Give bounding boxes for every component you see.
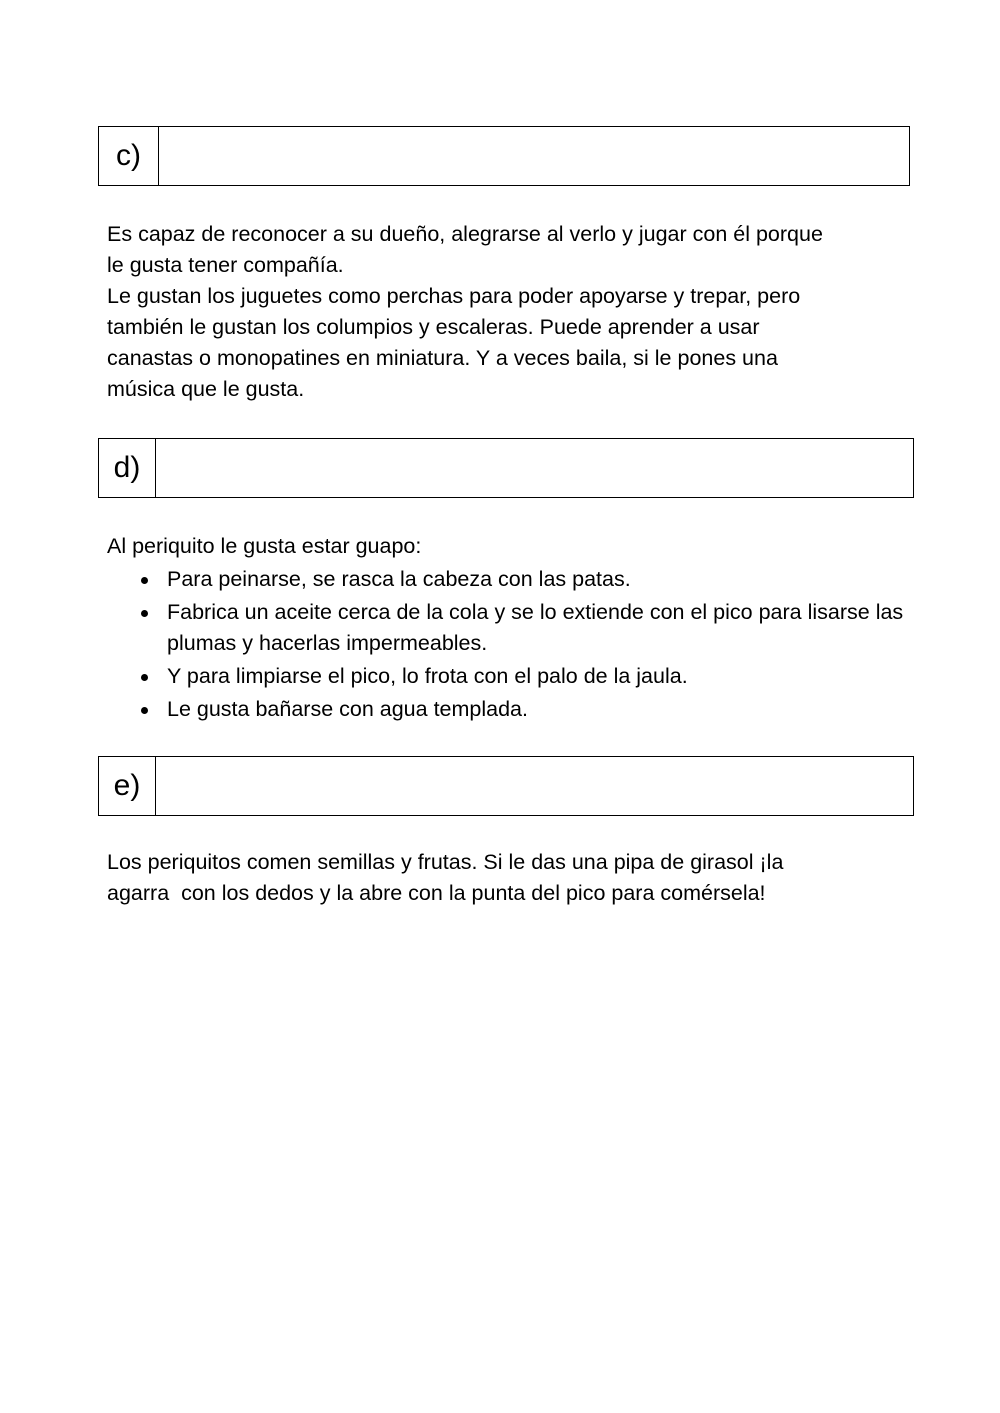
bullet-list (107, 564, 907, 725)
box-label-e: e) (99, 757, 156, 815)
bullet-dot-icon (141, 674, 148, 681)
bullet-dot-icon (141, 707, 148, 714)
answer-box-e (98, 756, 914, 816)
paragraph-d (107, 531, 907, 727)
box-label-d: d) (99, 439, 156, 497)
answer-input-d[interactable] (156, 439, 913, 497)
paragraph-line: Es capaz de reconocer a su dueño, alegrarse al verlo y jugar con él porque (107, 222, 823, 246)
bullet-dot-icon (141, 610, 148, 617)
paragraph-e (107, 847, 907, 909)
paragraph-line: música que le gusta. (107, 377, 305, 401)
list-item (107, 694, 907, 725)
paragraph-line: agarra con los dedos y la abre con la punta del pico para comérsela! (107, 881, 766, 905)
paragraph-intro: Al periquito le gusta estar guapo: (107, 534, 422, 558)
list-item-text: Fabrica un aceite cerca de la cola y se lo extiende con el pico para lisarse las plumas y hacerlas impermeables. (167, 600, 904, 655)
paragraph-line: también le gustan los columpios y escaleras. Puede aprender a usar (107, 315, 760, 339)
list-item-text: Le gusta bañarse con agua templada. (167, 697, 528, 721)
box-label-c: c) (99, 127, 159, 185)
list-item (107, 597, 907, 659)
answer-input-c[interactable] (159, 127, 909, 185)
paragraph-line: le gusta tener compañía. (107, 253, 344, 277)
answer-input-e[interactable] (156, 757, 913, 815)
paragraph-line: canastas o monopatines en miniatura. Y a veces baila, si le pones una (107, 346, 778, 370)
bullet-dot-icon (141, 577, 148, 584)
answer-box-c (98, 126, 910, 186)
list-item-text: Y para limpiarse el pico, lo frota con el palo de la jaula. (167, 664, 688, 688)
paragraph-line: Le gustan los juguetes como perchas para poder apoyarse y trepar, pero (107, 284, 801, 308)
answer-box-d (98, 438, 914, 498)
list-item (107, 564, 907, 595)
list-item-text: Para peinarse, se rasca la cabeza con las patas. (167, 567, 631, 591)
list-item (107, 661, 907, 692)
paragraph-line: Los periquitos comen semillas y frutas. Si le das una pipa de girasol ¡la (107, 850, 784, 874)
paragraph-c (107, 219, 907, 405)
